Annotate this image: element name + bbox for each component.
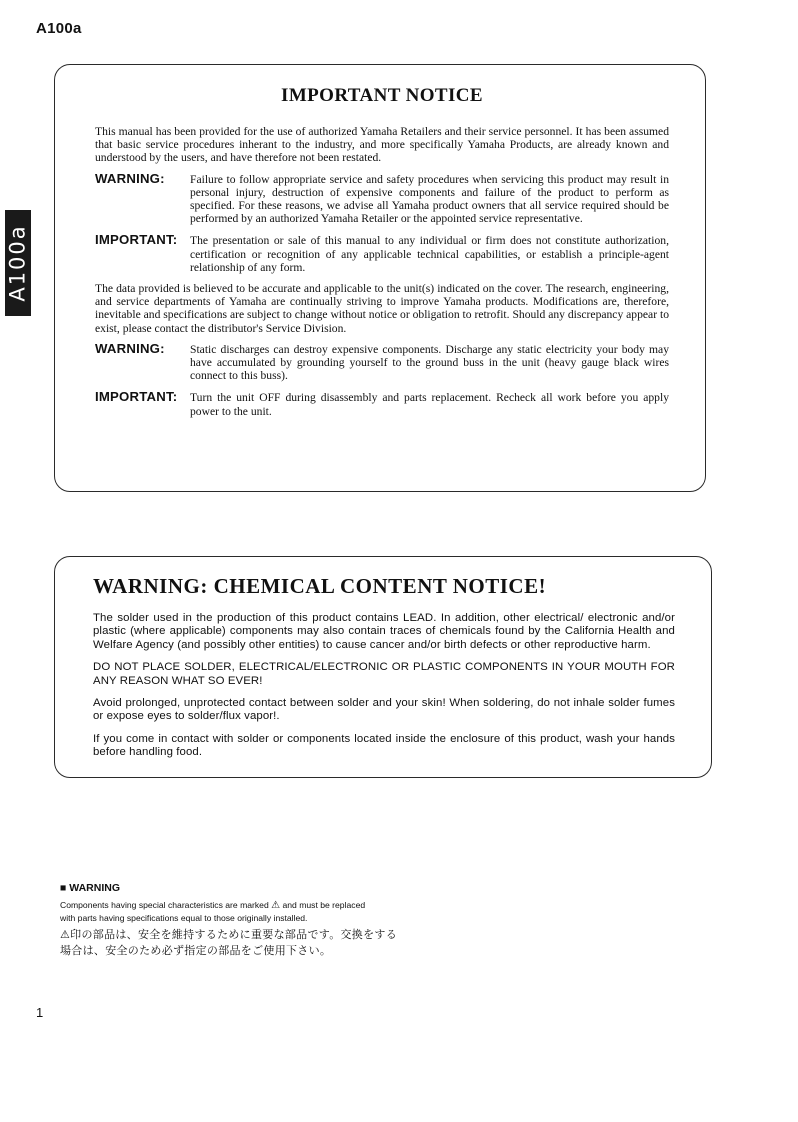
component-warning-japanese bbox=[60, 927, 480, 959]
chemical-paragraph-2: DO NOT PLACE SOLDER, ELECTRICAL/ELECTRONIC OR PLASTIC COMPONENTS IN YOUR MOUTH FOR ANY REASON WHAT SO EVER! bbox=[93, 661, 675, 687]
chemical-paragraph-1: The solder used in the production of this product contains LEAD. In addition, other electrical/ electronic and/or plastic (where applicable) components may also contain traces of chemicals found by the California Health and Welfare Agency (and possibly other entities) to cause cancer and/or birth defects or other reproductive harm. bbox=[93, 612, 675, 651]
model-header: A100a bbox=[36, 20, 82, 37]
chemical-paragraph-4: If you come in contact with solder or components located inside the enclosure of this product, wash your hands before handling food. bbox=[93, 732, 675, 759]
warning-block-1 bbox=[95, 172, 669, 226]
important-text: Turn the unit OFF during disassembly and parts replacement. Recheck all work before you apply power to the unit. bbox=[190, 391, 669, 418]
component-warning-english bbox=[60, 899, 480, 924]
chemical-paragraph-3: Avoid prolonged, unprotected contact between solder and your skin! When soldering, do not inhale solder fumes or expose eyes to solder/flux vapor!. bbox=[93, 697, 675, 723]
chemical-notice-box bbox=[54, 556, 712, 778]
important-block-1 bbox=[95, 233, 669, 274]
data-disclaimer-paragraph: The data provided is believed to be accurate and applicable to the unit(s) indicated on the cover. The research, engineering, and service departments of Yamaha are continually striving to improve Yamaha products. Modifications are, therefore, inevitable and specifications are subject to change without notice or obligation to retrofit. Should any discrepancy appear to exist, please contact the distributor's Service Division. bbox=[95, 282, 669, 335]
page-number: 1 bbox=[36, 1005, 44, 1020]
warning-triangle-icon: ⚠ bbox=[60, 928, 71, 941]
component-warning-line1-start: Components having special characteristics are marked bbox=[60, 900, 269, 910]
side-model-tab bbox=[5, 210, 31, 316]
japanese-line-1: 印の部品は、安全を維持するために重要な部品です。交換をする bbox=[70, 928, 397, 941]
important-block-2 bbox=[95, 390, 669, 417]
warning-text: Static discharges can destroy expensive components. Discharge any static electricity your body may have accumulated by grounding yourself to the ground buss in the unit (heavy gauge black wires connect to this buss). bbox=[190, 342, 669, 383]
warning-label: WARNING: bbox=[95, 170, 165, 186]
side-model-label: A100a bbox=[6, 224, 31, 302]
important-notice-box bbox=[54, 64, 706, 492]
component-warning-line2: with parts having specifications equal to those originally installed. bbox=[60, 913, 308, 923]
chemical-notice-title: WARNING: CHEMICAL CONTENT NOTICE! bbox=[93, 574, 547, 598]
warning-label: WARNING: bbox=[95, 340, 165, 356]
japanese-line-2: 場合は、安全のため必ず指定の部品をご使用下さい。 bbox=[60, 944, 332, 957]
important-notice-title: IMPORTANT NOTICE bbox=[281, 85, 483, 106]
component-warning bbox=[60, 882, 480, 959]
component-warning-line1-end: and must be replaced bbox=[282, 900, 366, 910]
warning-text: Failure to follow appropriate service and safety procedures when servicing this product may result in personal injury, destruction of expensive components and failure of the product to perform as specified. For these reasons, we advise all Yamaha product owners that all service required should be performed by an authorized Yamaha Retailer or the appointed service representative. bbox=[190, 172, 669, 226]
warning-block-2 bbox=[95, 342, 669, 383]
important-label: IMPORTANT: bbox=[95, 389, 178, 405]
warning-triangle-icon: ⚠ bbox=[271, 900, 281, 911]
notice-intro-paragraph: This manual has been provided for the use of authorized Yamaha Retailers and their service personnel. It has been assumed that basic service procedures inherant to the industry, and more specifically Yamaha Products, are already known and understood by the users, and have therefore not been restated. bbox=[95, 125, 669, 165]
component-warning-heading: ■ WARNING bbox=[60, 882, 121, 894]
important-label: IMPORTANT: bbox=[95, 232, 178, 248]
important-text: The presentation or sale of this manual to any individual or firm does not constitute authorization, certification or recognition of any applicable technical capabilities, or establish a principle-agent relationship of any form. bbox=[190, 234, 669, 274]
